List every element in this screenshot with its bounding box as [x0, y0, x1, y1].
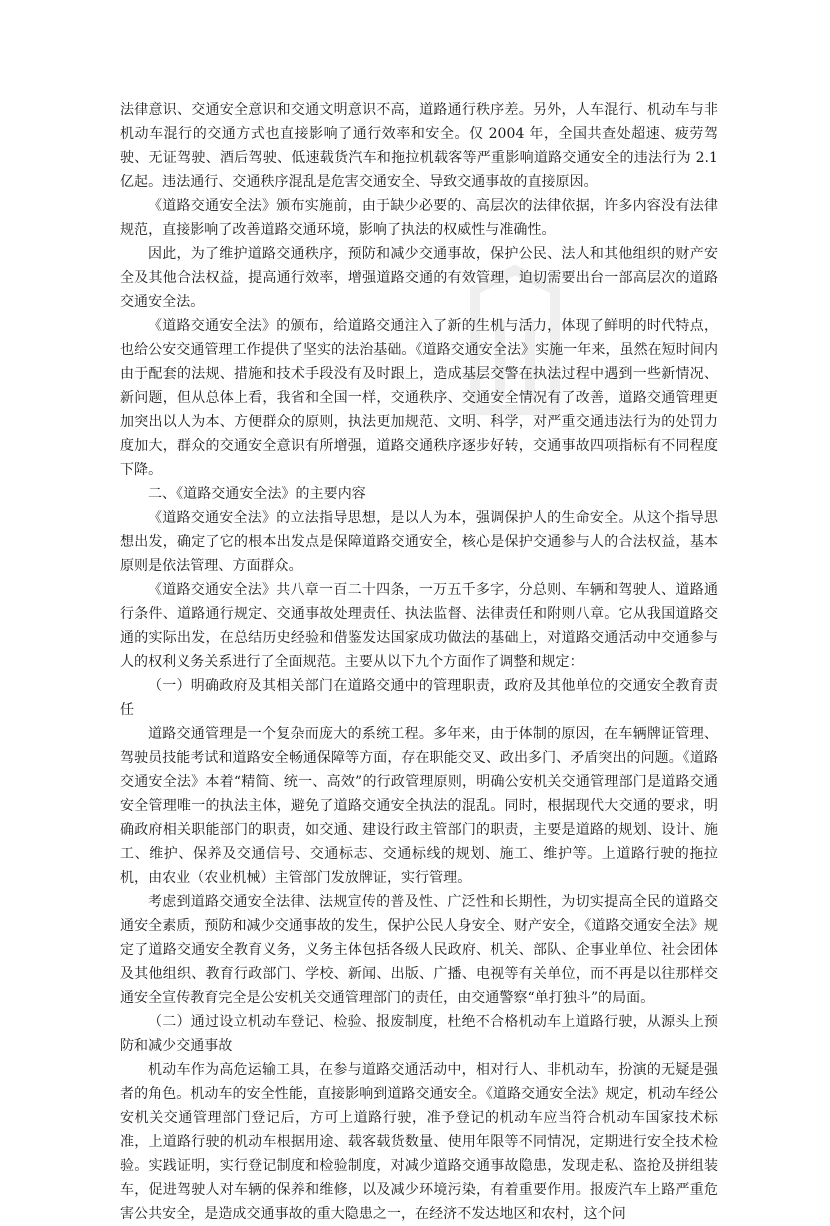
subheading-1: （一）明确政府及其相关部门在道路交通中的管理职责，政府及其他单位的交通安全教育责任 [120, 678, 718, 718]
subheading-2: （二）通过设立机动车登记、检验、报废制度，杜绝不合格机动车上道路行驶，从源头上预防和减少交通事故 [120, 1014, 718, 1054]
paragraph-4: 《道路交通安全法》的颁布，给道路交通注入了新的生机与活力，体现了鲜明的时代特点，也给公安交通管理工作提供了坚实的法治基础。《道路交通安全法》实施一年来，虽然在短时间内由于配套的法规、措施和技术手段没有及时跟上，造成基层交警在执法过程中遇到一些新情况、新问题，但从总体上看，我省和全国一样，交通秩序、交通安全情况有了改善，道路交通管理更加突出以人为本、方便群众的原则，执法更加规范、文明、科学，对严重交通违法行为的处罚力度加大，群众的交通安全意识有所增强，道路交通秩序逐步好转，交通事故四项指标有不同程度下降。 [120, 318, 718, 478]
document-page [120, 98, 718, 1226]
paragraph-9: 道路交通管理是一个复杂而庞大的系统工程。多年来，由于体制的原因，在车辆牌证管理、驾驶员技能考试和道路安全畅通保障等方面，存在职能交叉、政出多门、矛盾突出的问题。《道路交通安全法》本着“精简、统一、高效”的行政管理原则，明确公安机关交通管理部门是道路交通安全管理唯一的执法主体，避免了道路交通安全执法的混乱。同时，根据现代大交通的要求，明确政府相关职能部门的职责，如交通、建设行政主管部门的职责，主要是道路的规划、设计、施工、维护、保养及交通信号、交通标志、交通标线的规划、施工、维护等。上道路行驶的拖拉机，由农业（农业机械）主管部门发放牌证，实行管理。 [120, 726, 718, 886]
paragraph-10: 考虑到道路交通安全法律、法规宣传的普及性、广泛性和长期性，为切实提高全民的道路交通安全素质，预防和减少交通事故的发生，保护公民人身安全、财产安全，《道路交通安全法》规定了道路交通安全教育义务，义务主体包括各级人民政府、机关、部队、企事业单位、社会团体及其他组织、教育行政部门、学校、新闻、出版、广播、电视等有关单位，而不再是以往那样交通安全宣传教育完全是公安机关交通管理部门的责任，由交通警察“单打独斗”的局面。 [120, 894, 718, 1006]
section-heading: 二、《道路交通安全法》的主要内容 [148, 486, 366, 502]
paragraph-12: 机动车作为高危运输工具，在参与道路交通活动中，相对行人、非机动车，扮演的无疑是强者的角色。机动车的安全性能，直接影响到道路交通安全。《道路交通安全法》规定，机动车经公安机关交通管理部门登记后，方可上道路行驶，准予登记的机动车应当符合机动车国家技术标准，上道路行驶的机动车根据用途、载客载货数量、使用年限等不同情况，定期进行安全技术检验。实践证明，实行登记制度和检验制度，对减少道路交通事故隐患，发现走私、盗抢及拼组装车，促进驾驶人对车辆的保养和维修，以及减少环境污染，有着重要作用。报废汽车上路严重危害公共安全，是造成交通事故的重大隐患之一，在经济不发达地区和农村，这个问 [120, 1062, 718, 1222]
paragraph-6: 《道路交通安全法》的立法指导思想，是以人为本，强调保护人的生命安全。从这个指导思想出发，确定了它的根本出发点是保障道路交通安全，核心是保护交通参与人的合法权益，基本原则是依法管理、方面群众。 [120, 510, 718, 574]
paragraph-3: 因此，为了维护道路交通秩序，预防和减少交通事故，保护公民、法人和其他组织的财产安全及其他合法权益，提高通行效率，增强道路交通的有效管理，迫切需要出台一部高层次的道路交通安全法。 [120, 246, 718, 310]
paragraph-2: 《道路交通安全法》颁布实施前，由于缺少必要的、高层次的法律依据，许多内容没有法律规范，直接影响了改善道路交通环境，影响了执法的权威性与准确性。 [120, 198, 718, 238]
paragraph-1: 法律意识、交通安全意识和交通文明意识不高，道路通行秩序差。另外，人车混行、机动车与非机动车混行的交通方式也直接影响了通行效率和安全。仅 2004 年，全国共查处超速、疲劳驾驶、无证驾驶、酒后驾驶、低速载货汽车和拖拉机载客等严重影响道路交通安全的违法行为 2.1 亿起。违法通行、交通秩序混乱是危害交通安全、导致交通事故的直接原因。 [120, 102, 718, 190]
paragraph-7: 《道路交通安全法》共八章一百二十四条，一万五千多字，分总则、车辆和驾驶人、道路通行条件、道路通行规定、交通事故处理责任、执法监督、法律责任和附则八章。它从我国道路交通的实际出发，在总结历史经验和借鉴发达国家成功做法的基础上，对道路交通活动中交通参与人的权利义务关系进行了全面规范。主要从以下九个方面作了调整和规定： [120, 582, 718, 670]
